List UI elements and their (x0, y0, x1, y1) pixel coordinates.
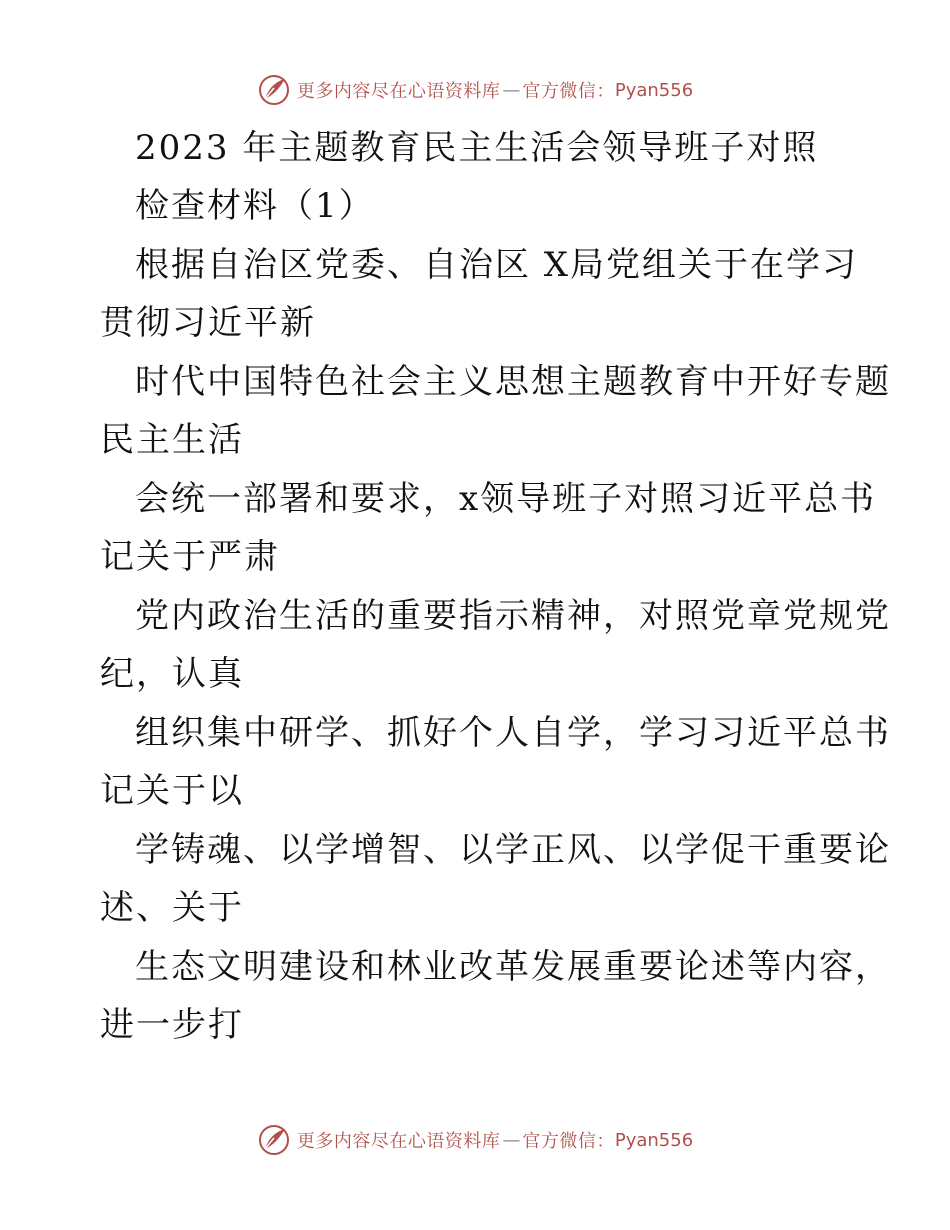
title-line-2: 检查材料（1） (135, 186, 375, 226)
watermark-text: 更多内容尽在心语资料库 (296, 81, 501, 102)
watermark-separator: — (502, 1129, 521, 1151)
paragraph-line: 党内政治生活的重要指示精神，对照党章党规党 (135, 596, 891, 636)
watermark-separator: — (502, 79, 521, 101)
paragraph-line: 生态文明建设和林业改革发展重要论述等内容， (135, 947, 891, 987)
pen-nib-logo-icon (257, 1123, 291, 1157)
paragraph-line: 进一步打 (100, 1005, 244, 1045)
paragraph-line: 民主生活 (100, 420, 244, 460)
paragraph-line: 记关于以 (100, 771, 244, 811)
paragraph-line: 根据自治区党委、自治区 X局党组关于在学习 (135, 245, 859, 285)
watermark-wechat-label: 官方微信： (522, 1131, 615, 1152)
paragraph-line: 纪，认真 (100, 654, 244, 694)
watermark-wechat-id: Pyan556 (614, 1129, 694, 1151)
watermark-wechat-label: 官方微信： (522, 81, 615, 102)
pen-nib-logo-icon (257, 73, 291, 107)
title-line-1: 2023 年主题教育民主生活会领导班子对照 (135, 128, 819, 168)
footer-watermark (0, 1120, 950, 1160)
paragraph-line: 贯彻习近平新 (100, 303, 316, 343)
watermark-wechat-id: Pyan556 (614, 79, 694, 101)
paragraph-line: 学铸魂、以学增智、以学正风、以学促干重要论 (135, 830, 891, 870)
paragraph-line: 时代中国特色社会主义思想主题教育中开好专题 (135, 362, 891, 402)
paragraph-line: 会统一部署和要求，x领导班子对照习近平总书 (135, 479, 877, 519)
header-watermark (0, 70, 950, 110)
watermark-text: 更多内容尽在心语资料库 (296, 1131, 501, 1152)
paragraph-line: 组织集中研学、抓好个人自学，学习习近平总书 (135, 713, 891, 753)
paragraph-line: 述、关于 (100, 888, 244, 928)
paragraph-line: 记关于严肃 (100, 537, 280, 577)
